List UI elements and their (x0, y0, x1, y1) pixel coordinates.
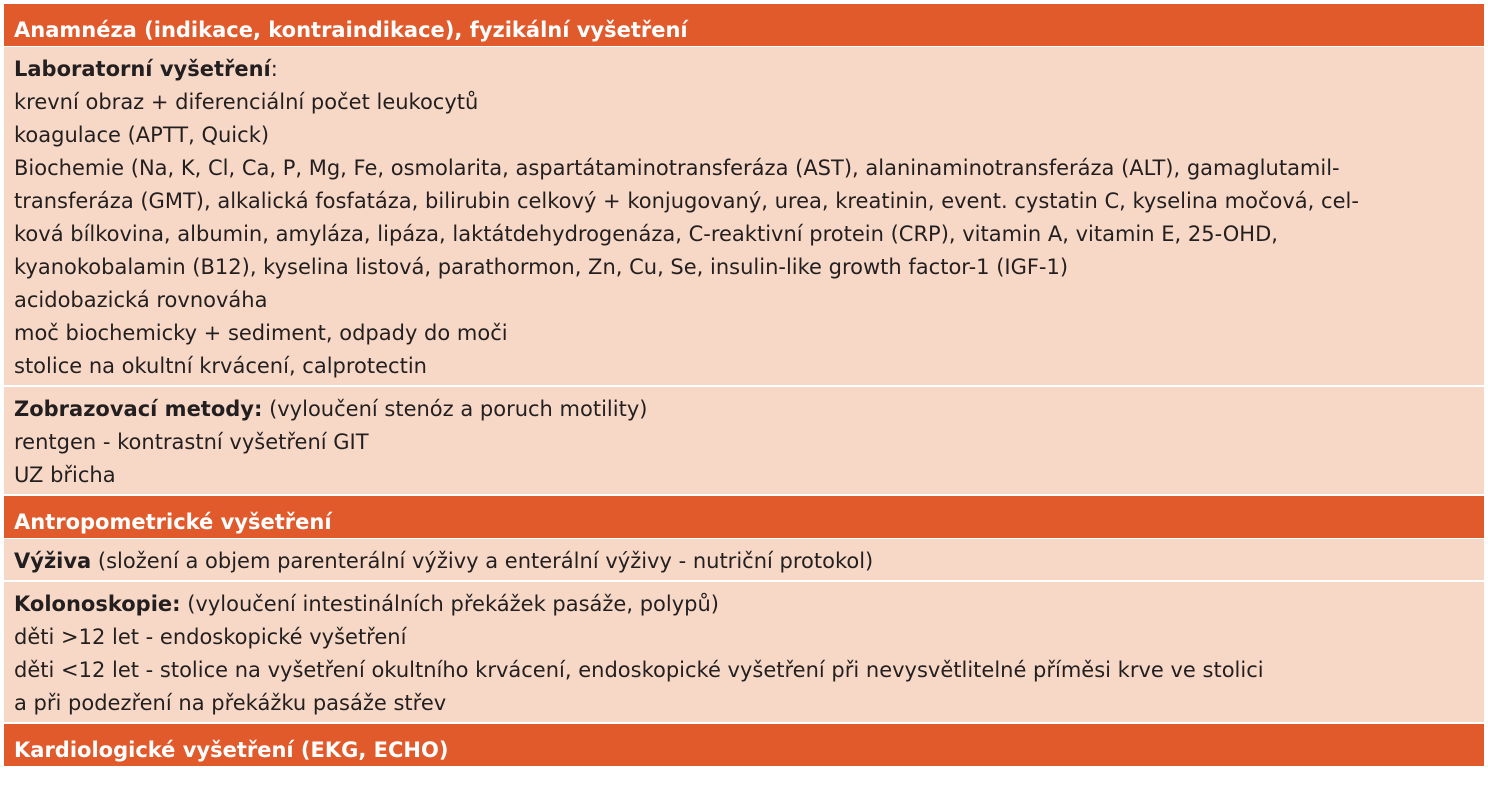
laboratory-line: stolice na okultní krvácení, calprotectin (14, 354, 427, 378)
section-nutrition (4, 539, 1484, 582)
laboratory-title-line (14, 53, 1474, 86)
laboratory-line: krevní obraz + diferenciální počet leukocytů (14, 90, 479, 114)
laboratory-line: ková bílkovina, albumin, amyláza, lipáza, laktátdehydrogenáza, C-reaktivní protein (CRP), vitamin A, vitamin E, 25-OHD, (14, 222, 1278, 246)
colonoscopy-title-line (14, 588, 1474, 621)
section-colonoscopy (4, 582, 1484, 724)
laboratory-colon: : (270, 57, 278, 81)
imaging-line: UZ břicha (14, 463, 116, 487)
nutrition-note: (složení a objem parenterální výživy a enterální výživy - nutriční protokol) (91, 549, 874, 573)
laboratory-line: kyanokobalamin (B12), kyselina listová, parathormon, Zn, Cu, Se, insulin-like growth factor-1 (IGF-1) (14, 255, 1069, 279)
colonoscopy-title: Kolonoskopie: (14, 592, 181, 616)
laboratory-line: koagulace (APTT, Quick) (14, 123, 270, 147)
header-cardiology: Kardiologické vyšetření (EKG, ECHO) (4, 724, 1484, 767)
examination-table (4, 4, 1484, 767)
laboratory-line: Biochemie (Na, K, Cl, Ca, P, Mg, Fe, osmolarita, aspartátaminotransferáza (AST), alaninaminotransferáza (ALT), gamaglutamil- (14, 156, 1340, 180)
laboratory-line: moč biochemicky + sediment, odpady do moči (14, 321, 508, 345)
imaging-note: (vyloučení stenóz a poruch motility) (262, 397, 648, 421)
imaging-title: Zobrazovací metody: (14, 397, 263, 421)
nutrition-line (14, 545, 1474, 578)
header-anamnesis: Anamnéza (indikace, kontraindikace), fyzikální vyšetření (4, 4, 1484, 47)
colonoscopy-line: a při podezření na překážku pasáže střev (14, 691, 447, 715)
laboratory-title: Laboratorní vyšetření (14, 57, 271, 81)
imaging-line: rentgen - kontrastní vyšetření GIT (14, 430, 369, 454)
header-anthropometric: Antropometrické vyšetření (4, 496, 1484, 539)
colonoscopy-line: děti >12 let - endoskopické vyšetření (14, 625, 407, 649)
imaging-title-line (14, 393, 1474, 426)
colonoscopy-line: děti <12 let - stolice na vyšetření okultního krvácení, endoskopické vyšetření při nevysvětlitelné příměsi krve ve stolici (14, 658, 1264, 682)
laboratory-line: acidobazická rovnováha (14, 288, 268, 312)
section-imaging (4, 387, 1484, 496)
section-laboratory (4, 47, 1484, 387)
laboratory-line: transferáza (GMT), alkalická fosfatáza, bilirubin celkový + konjugovaný, urea, kreatinin, event. cystatin C, kyselina močová, cel- (14, 189, 1359, 213)
colonoscopy-note: (vyloučení intestinálních překážek pasáže, polypů) (180, 592, 719, 616)
nutrition-title: Výživa (14, 549, 92, 573)
